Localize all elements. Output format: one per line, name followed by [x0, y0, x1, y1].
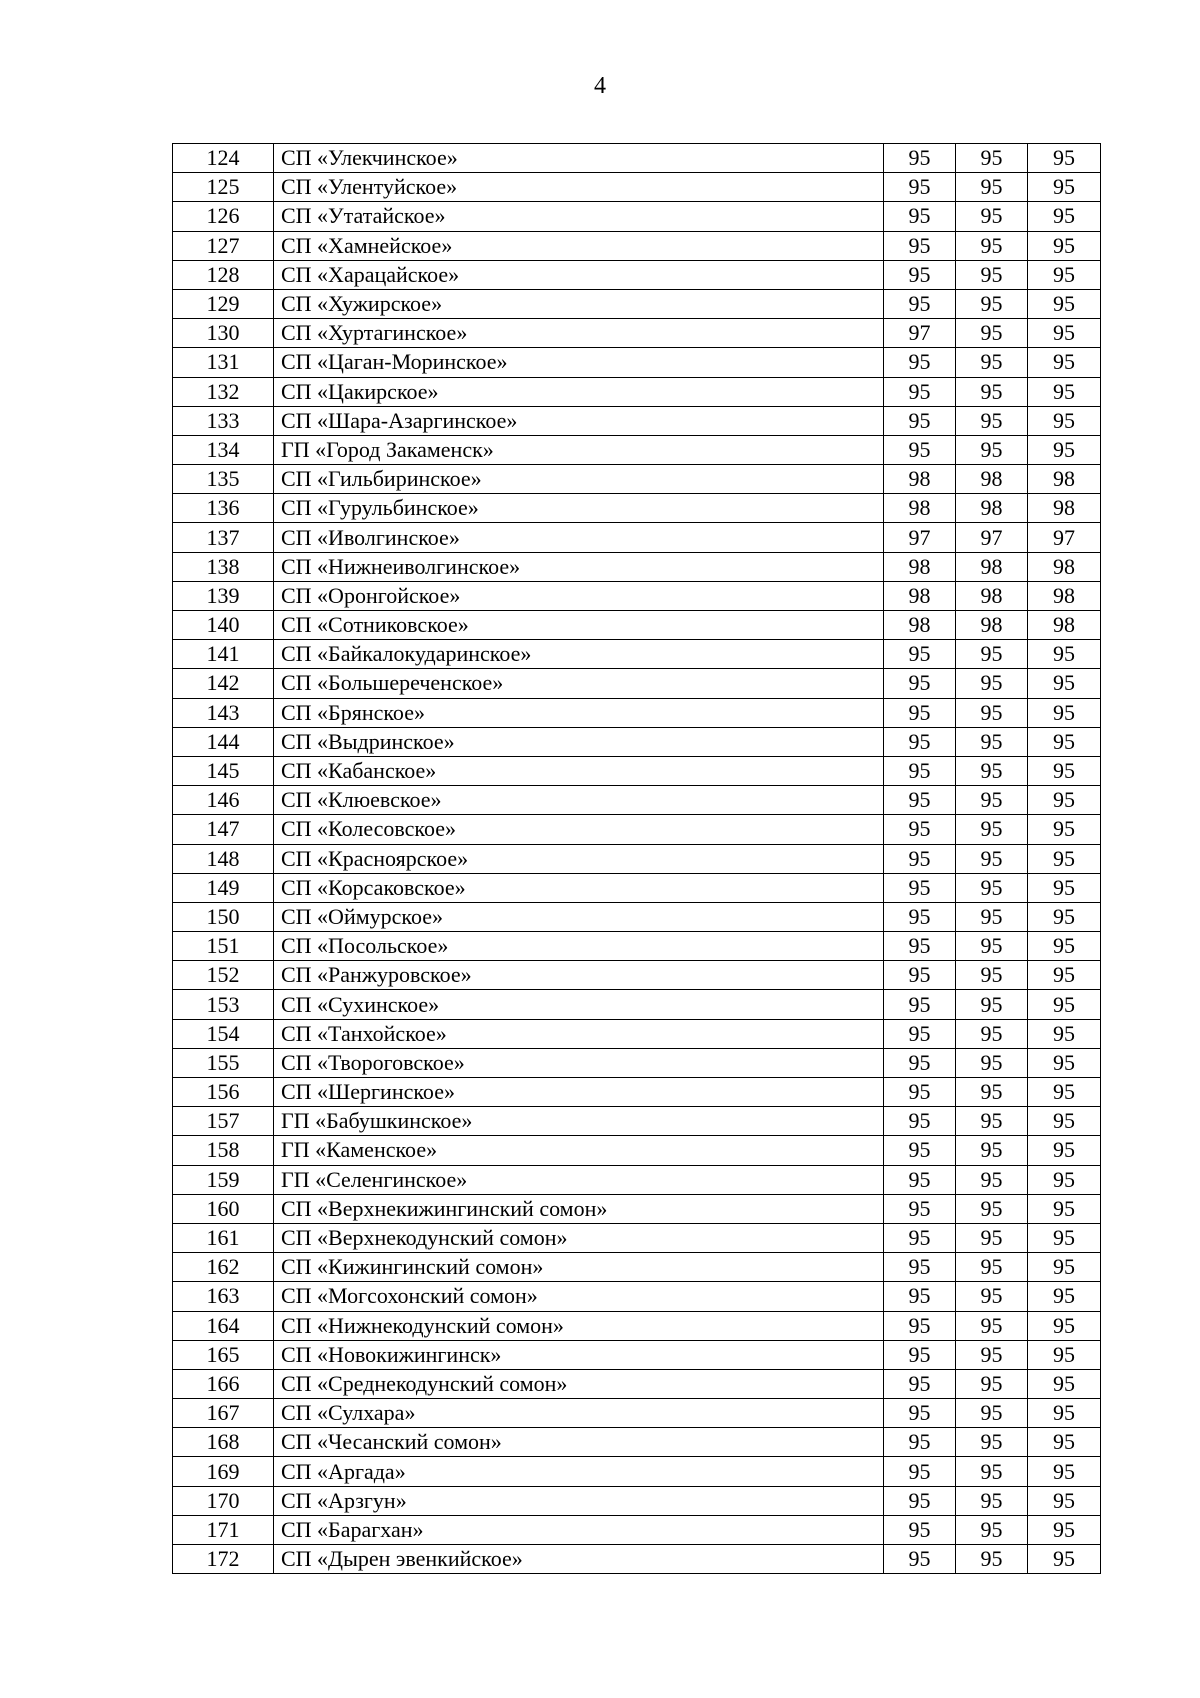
value-column-1: 95 [884, 173, 956, 202]
table-row [173, 581, 1101, 610]
table-row [173, 1545, 1101, 1574]
value-column-1: 95 [884, 348, 956, 377]
settlement-name: СП «Большереченское» [274, 669, 884, 698]
settlement-name: СП «Гурульбинское» [274, 494, 884, 523]
settlement-name: СП «Харацайское» [274, 260, 884, 289]
row-number: 142 [173, 669, 274, 698]
value-column-1: 98 [884, 494, 956, 523]
settlement-name: СП «Чесанский сомон» [274, 1428, 884, 1457]
value-column-1: 95 [884, 1194, 956, 1223]
value-column-3: 95 [1028, 669, 1101, 698]
value-column-3: 95 [1028, 698, 1101, 727]
table-row [173, 202, 1101, 231]
value-column-2: 95 [956, 348, 1028, 377]
value-column-3: 95 [1028, 1136, 1101, 1165]
value-column-3: 98 [1028, 465, 1101, 494]
settlement-name: СП «Утатайское» [274, 202, 884, 231]
settlement-name: СП «Аргада» [274, 1457, 884, 1486]
table-row [173, 1515, 1101, 1544]
value-column-2: 95 [956, 640, 1028, 669]
value-column-2: 95 [956, 1165, 1028, 1194]
settlement-name: СП «Верхнекодунский сомон» [274, 1223, 884, 1252]
table-row [173, 611, 1101, 640]
value-column-3: 95 [1028, 1282, 1101, 1311]
value-column-2: 95 [956, 1369, 1028, 1398]
row-number: 129 [173, 289, 274, 318]
value-column-1: 95 [884, 698, 956, 727]
settlement-name: ГП «Селенгинское» [274, 1165, 884, 1194]
settlement-name: СП «Сотниковское» [274, 611, 884, 640]
value-column-2: 95 [956, 1457, 1028, 1486]
settlement-name: СП «Ранжуровское» [274, 961, 884, 990]
table-row [173, 1399, 1101, 1428]
value-column-1: 95 [884, 990, 956, 1019]
value-column-3: 95 [1028, 873, 1101, 902]
value-column-2: 95 [956, 1019, 1028, 1048]
table-row [173, 465, 1101, 494]
value-column-2: 95 [956, 260, 1028, 289]
table-row [173, 932, 1101, 961]
row-number: 130 [173, 319, 274, 348]
value-column-1: 95 [884, 902, 956, 931]
table-row [173, 348, 1101, 377]
value-column-3: 95 [1028, 1457, 1101, 1486]
value-column-2: 95 [956, 961, 1028, 990]
value-column-1: 95 [884, 669, 956, 698]
value-column-1: 95 [884, 1340, 956, 1369]
value-column-2: 95 [956, 727, 1028, 756]
settlement-name: СП «Посольское» [274, 932, 884, 961]
value-column-3: 95 [1028, 1486, 1101, 1515]
settlement-name: СП «Сухинское» [274, 990, 884, 1019]
value-column-2: 95 [956, 377, 1028, 406]
table-row [173, 1136, 1101, 1165]
value-column-3: 95 [1028, 902, 1101, 931]
value-column-1: 95 [884, 231, 956, 260]
value-column-3: 95 [1028, 1515, 1101, 1544]
value-column-2: 95 [956, 1107, 1028, 1136]
row-number: 168 [173, 1428, 274, 1457]
value-column-3: 95 [1028, 1253, 1101, 1282]
table-row [173, 844, 1101, 873]
settlement-name: СП «Нижнеиволгинское» [274, 552, 884, 581]
row-number: 151 [173, 932, 274, 961]
value-column-1: 95 [884, 961, 956, 990]
value-column-1: 98 [884, 611, 956, 640]
value-column-2: 95 [956, 786, 1028, 815]
value-column-1: 98 [884, 465, 956, 494]
value-column-3: 95 [1028, 1078, 1101, 1107]
value-column-3: 98 [1028, 581, 1101, 610]
value-column-1: 95 [884, 1078, 956, 1107]
table-row [173, 377, 1101, 406]
settlement-name: СП «Хужирское» [274, 289, 884, 318]
settlement-name: СП «Корсаковское» [274, 873, 884, 902]
table-row [173, 1048, 1101, 1077]
value-column-1: 95 [884, 873, 956, 902]
row-number: 136 [173, 494, 274, 523]
row-number: 141 [173, 640, 274, 669]
settlement-name: СП «Цакирское» [274, 377, 884, 406]
value-column-3: 95 [1028, 961, 1101, 990]
value-column-3: 95 [1028, 844, 1101, 873]
table-row [173, 1282, 1101, 1311]
value-column-2: 95 [956, 844, 1028, 873]
settlement-name: СП «Новокижингинск» [274, 1340, 884, 1369]
row-number: 149 [173, 873, 274, 902]
row-number: 162 [173, 1253, 274, 1282]
table-row [173, 873, 1101, 902]
row-number: 137 [173, 523, 274, 552]
row-number: 153 [173, 990, 274, 1019]
value-column-3: 95 [1028, 990, 1101, 1019]
row-number: 131 [173, 348, 274, 377]
value-column-3: 95 [1028, 815, 1101, 844]
table-row [173, 1486, 1101, 1515]
value-column-3: 95 [1028, 640, 1101, 669]
value-column-2: 95 [956, 815, 1028, 844]
value-column-2: 95 [956, 990, 1028, 1019]
settlement-name: СП «Байкалокударинское» [274, 640, 884, 669]
row-number: 134 [173, 435, 274, 464]
row-number: 143 [173, 698, 274, 727]
table-row [173, 640, 1101, 669]
row-number: 169 [173, 1457, 274, 1486]
value-column-1: 95 [884, 1019, 956, 1048]
value-column-3: 95 [1028, 173, 1101, 202]
value-column-1: 95 [884, 1165, 956, 1194]
value-column-3: 95 [1028, 1223, 1101, 1252]
settlement-name: СП «Кабанское» [274, 756, 884, 785]
value-column-3: 95 [1028, 1369, 1101, 1398]
value-column-1: 95 [884, 435, 956, 464]
settlement-name: СП «Брянское» [274, 698, 884, 727]
row-number: 124 [173, 144, 274, 173]
table-row [173, 494, 1101, 523]
table-row [173, 552, 1101, 581]
row-number: 146 [173, 786, 274, 815]
value-column-2: 98 [956, 611, 1028, 640]
table-row [173, 786, 1101, 815]
settlement-name: СП «Гильбиринское» [274, 465, 884, 494]
settlement-name: СП «Оронгойское» [274, 581, 884, 610]
settlement-name: ГП «Бабушкинское» [274, 1107, 884, 1136]
value-column-1: 98 [884, 552, 956, 581]
value-column-1: 95 [884, 406, 956, 435]
settlement-name: СП «Цаган-Моринское» [274, 348, 884, 377]
value-column-1: 95 [884, 1545, 956, 1574]
settlement-name: СП «Клюевское» [274, 786, 884, 815]
settlement-name: СП «Нижнекодунский сомон» [274, 1311, 884, 1340]
value-column-2: 95 [956, 406, 1028, 435]
row-number: 148 [173, 844, 274, 873]
row-number: 161 [173, 1223, 274, 1252]
value-column-1: 95 [884, 1223, 956, 1252]
value-column-1: 95 [884, 144, 956, 173]
table-row [173, 698, 1101, 727]
value-column-2: 95 [956, 873, 1028, 902]
table-row [173, 289, 1101, 318]
row-number: 145 [173, 756, 274, 785]
row-number: 127 [173, 231, 274, 260]
value-column-1: 95 [884, 1369, 956, 1398]
row-number: 160 [173, 1194, 274, 1223]
value-column-1: 95 [884, 1048, 956, 1077]
row-number: 126 [173, 202, 274, 231]
table-row [173, 435, 1101, 464]
value-column-3: 95 [1028, 144, 1101, 173]
value-column-1: 95 [884, 1515, 956, 1544]
value-column-2: 95 [956, 173, 1028, 202]
table-row [173, 1165, 1101, 1194]
value-column-1: 97 [884, 523, 956, 552]
table-row [173, 1078, 1101, 1107]
table-row [173, 902, 1101, 931]
value-column-1: 95 [884, 844, 956, 873]
table-row [173, 1253, 1101, 1282]
value-column-2: 98 [956, 465, 1028, 494]
settlement-name: СП «Могсохонский сомон» [274, 1282, 884, 1311]
table-row [173, 961, 1101, 990]
value-column-1: 97 [884, 319, 956, 348]
value-column-2: 95 [956, 1399, 1028, 1428]
settlement-name: СП «Шергинское» [274, 1078, 884, 1107]
row-number: 156 [173, 1078, 274, 1107]
value-column-2: 95 [956, 756, 1028, 785]
settlement-name: СП «Хуртагинское» [274, 319, 884, 348]
table-row [173, 1369, 1101, 1398]
row-number: 165 [173, 1340, 274, 1369]
row-number: 163 [173, 1282, 274, 1311]
table-row [173, 173, 1101, 202]
value-column-2: 95 [956, 435, 1028, 464]
page-number: 4 [594, 73, 606, 99]
value-column-1: 95 [884, 289, 956, 318]
settlement-name: СП «Улекчинское» [274, 144, 884, 173]
value-column-2: 95 [956, 231, 1028, 260]
value-column-1: 95 [884, 1253, 956, 1282]
row-number: 170 [173, 1486, 274, 1515]
table-row [173, 669, 1101, 698]
value-column-3: 95 [1028, 319, 1101, 348]
value-column-3: 95 [1028, 260, 1101, 289]
value-column-2: 95 [956, 698, 1028, 727]
settlement-name: СП «Оймурское» [274, 902, 884, 931]
value-column-2: 98 [956, 581, 1028, 610]
value-column-1: 95 [884, 202, 956, 231]
value-column-3: 95 [1028, 1340, 1101, 1369]
row-number: 157 [173, 1107, 274, 1136]
row-number: 135 [173, 465, 274, 494]
value-column-1: 95 [884, 727, 956, 756]
value-column-1: 95 [884, 756, 956, 785]
settlement-name: СП «Хамнейское» [274, 231, 884, 260]
row-number: 159 [173, 1165, 274, 1194]
row-number: 139 [173, 581, 274, 610]
row-number: 147 [173, 815, 274, 844]
table-row [173, 1223, 1101, 1252]
table-row [173, 1311, 1101, 1340]
table-row [173, 319, 1101, 348]
value-column-2: 98 [956, 552, 1028, 581]
settlement-name: СП «Выдринское» [274, 727, 884, 756]
value-column-2: 95 [956, 1486, 1028, 1515]
settlement-name: СП «Сулхара» [274, 1399, 884, 1428]
value-column-1: 95 [884, 1282, 956, 1311]
value-column-3: 95 [1028, 1019, 1101, 1048]
value-column-3: 95 [1028, 1428, 1101, 1457]
row-number: 150 [173, 902, 274, 931]
table-body [173, 144, 1101, 1574]
value-column-3: 97 [1028, 523, 1101, 552]
table-row [173, 1457, 1101, 1486]
value-column-3: 95 [1028, 1194, 1101, 1223]
value-column-2: 95 [956, 1311, 1028, 1340]
row-number: 128 [173, 260, 274, 289]
table-row [173, 260, 1101, 289]
table-row [173, 815, 1101, 844]
table-row [173, 1194, 1101, 1223]
value-column-2: 95 [956, 1194, 1028, 1223]
table-row [173, 756, 1101, 785]
row-number: 167 [173, 1399, 274, 1428]
value-column-1: 95 [884, 1107, 956, 1136]
settlement-name: ГП «Город Закаменск» [274, 435, 884, 464]
value-column-2: 98 [956, 494, 1028, 523]
settlement-name: СП «Кижингинский сомон» [274, 1253, 884, 1282]
row-number: 172 [173, 1545, 274, 1574]
settlement-name: СП «Иволгинское» [274, 523, 884, 552]
value-column-1: 95 [884, 260, 956, 289]
value-column-3: 95 [1028, 756, 1101, 785]
value-column-2: 95 [956, 1136, 1028, 1165]
settlement-name: СП «Верхнекижингинский сомон» [274, 1194, 884, 1223]
value-column-2: 95 [956, 319, 1028, 348]
value-column-3: 95 [1028, 231, 1101, 260]
value-column-3: 98 [1028, 552, 1101, 581]
row-number: 138 [173, 552, 274, 581]
row-number: 133 [173, 406, 274, 435]
settlement-name: ГП «Каменское» [274, 1136, 884, 1165]
table-row [173, 231, 1101, 260]
settlement-name: СП «Среднекодунский сомон» [274, 1369, 884, 1398]
row-number: 125 [173, 173, 274, 202]
settlement-name: СП «Шара-Азаргинское» [274, 406, 884, 435]
value-column-2: 97 [956, 523, 1028, 552]
settlement-name: СП «Колесовское» [274, 815, 884, 844]
table-row [173, 727, 1101, 756]
table-row [173, 523, 1101, 552]
value-column-3: 95 [1028, 1165, 1101, 1194]
value-column-2: 95 [956, 1253, 1028, 1282]
row-number: 152 [173, 961, 274, 990]
table-row [173, 144, 1101, 173]
settlement-name: СП «Улентуйское» [274, 173, 884, 202]
value-column-1: 95 [884, 1136, 956, 1165]
value-column-3: 95 [1028, 1311, 1101, 1340]
row-number: 140 [173, 611, 274, 640]
value-column-3: 95 [1028, 435, 1101, 464]
value-column-3: 95 [1028, 406, 1101, 435]
value-column-2: 95 [956, 1282, 1028, 1311]
value-column-1: 95 [884, 1457, 956, 1486]
value-column-2: 95 [956, 1545, 1028, 1574]
table-row [173, 1428, 1101, 1457]
row-number: 144 [173, 727, 274, 756]
value-column-2: 95 [956, 1078, 1028, 1107]
value-column-2: 95 [956, 1428, 1028, 1457]
table-row [173, 1107, 1101, 1136]
row-number: 171 [173, 1515, 274, 1544]
value-column-3: 95 [1028, 932, 1101, 961]
value-column-1: 95 [884, 1399, 956, 1428]
value-column-2: 95 [956, 1340, 1028, 1369]
value-column-2: 95 [956, 932, 1028, 961]
value-column-2: 95 [956, 1515, 1028, 1544]
value-column-1: 95 [884, 786, 956, 815]
value-column-1: 95 [884, 640, 956, 669]
row-number: 155 [173, 1048, 274, 1077]
value-column-1: 95 [884, 377, 956, 406]
row-number: 164 [173, 1311, 274, 1340]
settlements-table [172, 143, 1101, 1574]
value-column-2: 95 [956, 289, 1028, 318]
settlement-name: СП «Твороговское» [274, 1048, 884, 1077]
value-column-3: 95 [1028, 1399, 1101, 1428]
value-column-3: 95 [1028, 1545, 1101, 1574]
table-row [173, 1340, 1101, 1369]
value-column-2: 95 [956, 902, 1028, 931]
row-number: 166 [173, 1369, 274, 1398]
settlement-name: СП «Красноярское» [274, 844, 884, 873]
settlement-name: СП «Барагхан» [274, 1515, 884, 1544]
row-number: 158 [173, 1136, 274, 1165]
value-column-2: 95 [956, 1223, 1028, 1252]
value-column-1: 95 [884, 1428, 956, 1457]
value-column-3: 98 [1028, 611, 1101, 640]
value-column-1: 95 [884, 932, 956, 961]
value-column-2: 95 [956, 1048, 1028, 1077]
value-column-1: 98 [884, 581, 956, 610]
value-column-3: 98 [1028, 494, 1101, 523]
row-number: 154 [173, 1019, 274, 1048]
value-column-1: 95 [884, 815, 956, 844]
value-column-3: 95 [1028, 348, 1101, 377]
value-column-1: 95 [884, 1311, 956, 1340]
settlement-name: СП «Дырен эвенкийское» [274, 1545, 884, 1574]
value-column-1: 95 [884, 1486, 956, 1515]
row-number: 132 [173, 377, 274, 406]
settlement-name: СП «Арзгун» [274, 1486, 884, 1515]
table-row [173, 990, 1101, 1019]
value-column-2: 95 [956, 144, 1028, 173]
value-column-3: 95 [1028, 377, 1101, 406]
settlement-name: СП «Танхойское» [274, 1019, 884, 1048]
table-row [173, 406, 1101, 435]
table-row [173, 1019, 1101, 1048]
value-column-3: 95 [1028, 727, 1101, 756]
value-column-2: 95 [956, 669, 1028, 698]
value-column-3: 95 [1028, 1048, 1101, 1077]
value-column-3: 95 [1028, 1107, 1101, 1136]
value-column-3: 95 [1028, 202, 1101, 231]
value-column-3: 95 [1028, 786, 1101, 815]
value-column-3: 95 [1028, 289, 1101, 318]
value-column-2: 95 [956, 202, 1028, 231]
